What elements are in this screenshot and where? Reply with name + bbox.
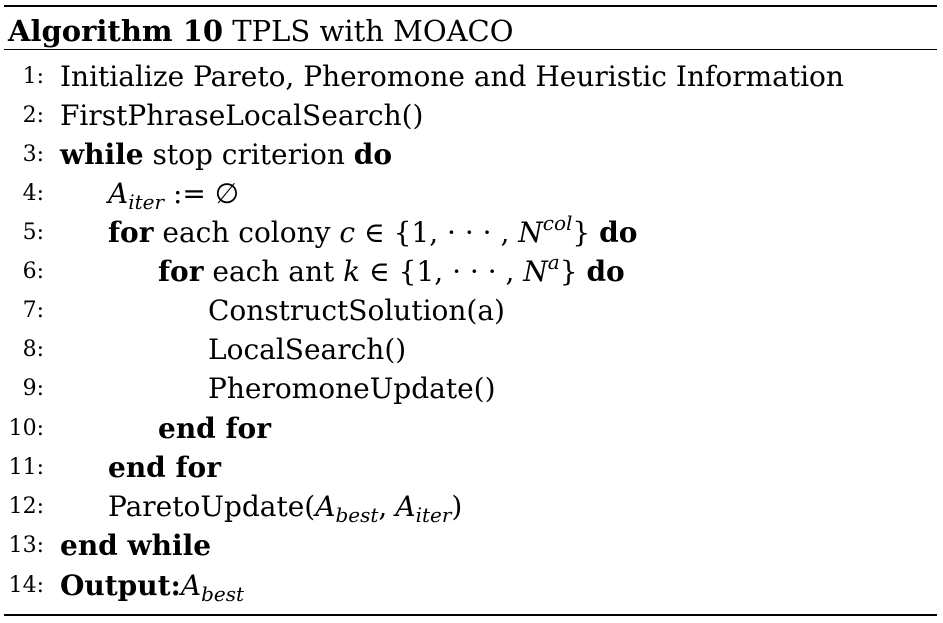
line-text: LocalSearch() <box>208 333 407 366</box>
math-close: ) <box>451 490 463 523</box>
line-text: ParetoUpdate( <box>108 490 316 523</box>
top-rule <box>4 5 937 7</box>
line-number: 13: <box>8 533 44 558</box>
math-symbol: N <box>523 255 548 288</box>
line-number: 12: <box>8 494 44 519</box>
line-number: 8: <box>22 337 44 362</box>
keyword-end-for: end for <box>158 412 271 445</box>
line-number: 6: <box>22 259 44 284</box>
math-subscript: iter <box>128 190 165 214</box>
line-number: 7: <box>22 298 44 323</box>
line-text: each ant <box>212 255 335 288</box>
algorithm-title: TPLS with MOACO <box>232 14 514 48</box>
keyword-end-for: end for <box>108 451 221 484</box>
line-text: each colony <box>162 216 331 249</box>
math-variable: A <box>180 569 202 602</box>
keyword-for: for <box>158 255 204 288</box>
math-variable: A <box>108 177 129 210</box>
math-subscript: best <box>335 503 379 527</box>
line-number: 4: <box>22 181 44 206</box>
math-variable: c <box>339 216 356 249</box>
line-text: Initialize Pareto, Pheromone and Heuristic Information <box>60 60 844 93</box>
keyword-while: while <box>60 138 144 171</box>
caption-rule <box>4 49 937 50</box>
line-number: 1: <box>22 64 44 89</box>
line-content <box>158 252 625 291</box>
line-text: PheromoneUpdate() <box>208 372 496 405</box>
line-number: 2: <box>22 103 44 128</box>
math-variable: k <box>343 255 361 288</box>
line-text: ConstructSolution(a) <box>208 294 505 327</box>
line-content <box>108 487 462 526</box>
line-number: 9: <box>22 376 44 401</box>
line-number: 3: <box>22 142 44 167</box>
keyword-do: do <box>599 216 638 249</box>
line-text: := ∅ <box>172 177 240 210</box>
line-number: 5: <box>22 220 44 245</box>
keyword-do: do <box>353 138 393 171</box>
line-text: stop criterion <box>152 138 345 171</box>
math-subscript: best <box>201 582 245 606</box>
keyword-for: for <box>108 216 154 249</box>
line-number: 11: <box>8 455 44 480</box>
line-content <box>108 174 239 213</box>
line-content <box>60 135 392 174</box>
line-content <box>60 566 244 605</box>
math-variable: A <box>395 490 416 523</box>
bottom-rule <box>4 614 937 616</box>
keyword-do: do <box>586 255 625 288</box>
algorithm-caption <box>8 11 514 51</box>
line-number: 14: <box>8 573 44 598</box>
algorithm-label: Algorithm 10 <box>8 14 224 48</box>
keyword-output: Output: <box>60 569 181 602</box>
line-content <box>108 213 637 252</box>
math-set-open: ∈ {1, · · · , <box>369 255 515 288</box>
line-text: FirstPhraseLocalSearch() <box>60 99 424 132</box>
math-superscript: a <box>547 250 560 274</box>
line-number: 10: <box>8 416 44 441</box>
math-set-close: } <box>559 255 578 288</box>
math-subscript: iter <box>415 503 452 527</box>
math-set-close: } <box>572 216 591 249</box>
keyword-end-while: end while <box>60 529 212 562</box>
math-variable: A <box>315 490 336 523</box>
math-set-open: ∈ {1, · · · , <box>363 216 510 249</box>
math-superscript: col <box>542 211 573 235</box>
math-separator: , <box>378 490 388 523</box>
math-symbol: N <box>518 216 543 249</box>
